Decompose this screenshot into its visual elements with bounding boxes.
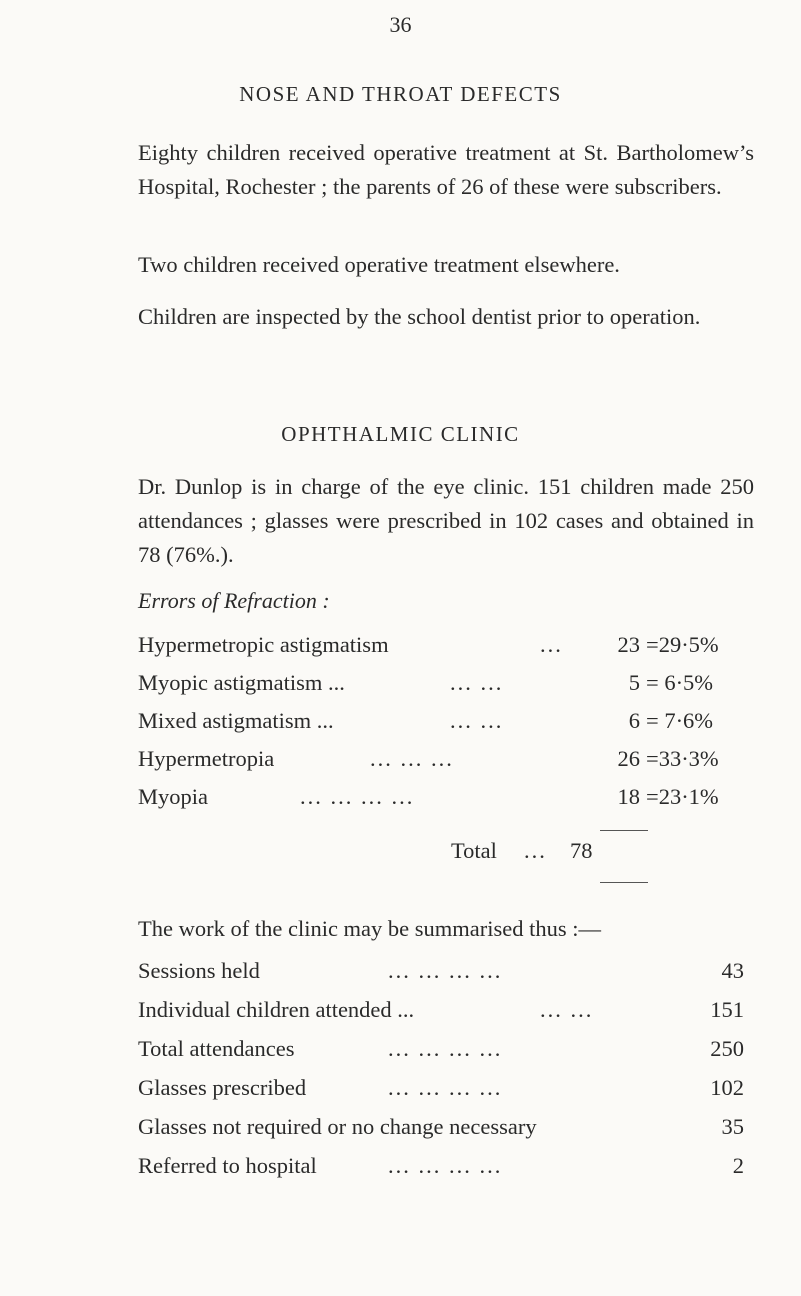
- page-number: 36: [389, 12, 412, 37]
- error-percent: = 6·5%: [646, 670, 714, 695]
- error-count: 26: [617, 746, 640, 771]
- error-row: [138, 670, 714, 702]
- total-rule-top: [600, 830, 648, 831]
- error-count: 5: [628, 670, 640, 695]
- leader-dots: ...: [540, 632, 563, 657]
- paragraph-elsewhere: Two children received operative treatment elsewhere.: [138, 252, 620, 277]
- leader-dots: ... ... ... ...: [388, 1153, 503, 1178]
- paragraph-eye-clinic: Dr. Dunlop is in charge of the eye clinic. 151 children made 250 attendances ; glasses were prescribed in 102 cases and obtained in 78 (76%.).: [138, 474, 754, 567]
- error-row: [138, 746, 719, 778]
- summary-row: [138, 1153, 744, 1185]
- error-label: Hypermetropia: [138, 746, 275, 771]
- error-label: Mixed astigmatism ...: [138, 708, 334, 733]
- error-count: 23: [617, 632, 640, 657]
- error-row: [138, 784, 719, 816]
- summary-value: 250: [710, 1036, 744, 1061]
- leader-dots: ...: [524, 838, 547, 863]
- total-label: Total: [451, 838, 497, 863]
- summary-value: 43: [721, 958, 744, 983]
- error-label: Myopic astigmatism ...: [138, 670, 345, 695]
- summary-label: Referred to hospital: [138, 1153, 317, 1178]
- summary-label: Glasses not required or no change necessary: [138, 1114, 537, 1139]
- summary-row: [138, 1075, 744, 1107]
- leader-dots: ... ... ... ...: [388, 958, 503, 983]
- leader-dots: ... ... ... ...: [388, 1075, 503, 1100]
- leader-dots: ... ...: [540, 997, 594, 1022]
- error-label: Hypermetropic astigmatism: [138, 632, 389, 657]
- error-row: [138, 708, 714, 740]
- leader-dots: ... ... ... ...: [300, 784, 415, 809]
- leader-dots: ... ...: [450, 670, 504, 695]
- summary-label: Glasses prescribed: [138, 1075, 307, 1100]
- summary-row: [138, 958, 744, 990]
- leader-dots: ... ... ...: [370, 746, 454, 771]
- paragraph-operative-treatment: Eighty children received operative treatment at St. Bartholomew’s Hospital, Rochester ; the parents of 26 of these were subscribers.: [138, 140, 754, 199]
- error-label: Myopia: [138, 784, 208, 809]
- summary-label: Individual children attended ...: [138, 997, 415, 1022]
- summary-row: [138, 997, 744, 1029]
- errors-of-refraction-heading: Errors of Refraction :: [138, 588, 330, 613]
- error-percent: =29·5%: [646, 632, 719, 657]
- leader-dots: ... ... ... ...: [388, 1036, 503, 1061]
- total-value: 78: [570, 838, 593, 863]
- error-count: 6: [628, 708, 640, 733]
- section-heading-ophthalmic: OPHTHALMIC CLINIC: [281, 422, 520, 446]
- summary-intro: The work of the clinic may be summarised thus :—: [138, 916, 602, 941]
- summary-label: Sessions held: [138, 958, 260, 983]
- summary-value: 151: [710, 997, 744, 1022]
- summary-row: [138, 1114, 744, 1146]
- section-heading-nose-throat: NOSE AND THROAT DEFECTS: [239, 82, 562, 106]
- summary-value: 2: [732, 1153, 744, 1178]
- error-percent: = 7·6%: [646, 708, 714, 733]
- total-row: [138, 838, 698, 870]
- error-row: [138, 632, 719, 664]
- error-percent: =33·3%: [646, 746, 719, 771]
- total-rule-bottom: [600, 882, 648, 883]
- summary-value: 35: [721, 1114, 744, 1139]
- summary-row: [138, 1036, 744, 1068]
- error-count: 18: [617, 784, 640, 809]
- error-percent: =23·1%: [646, 784, 719, 809]
- paragraph-dentist: Children are inspected by the school dentist prior to operation.: [138, 304, 701, 329]
- summary-value: 102: [710, 1075, 744, 1100]
- leader-dots: ... ...: [450, 708, 504, 733]
- summary-label: Total attendances: [138, 1036, 295, 1061]
